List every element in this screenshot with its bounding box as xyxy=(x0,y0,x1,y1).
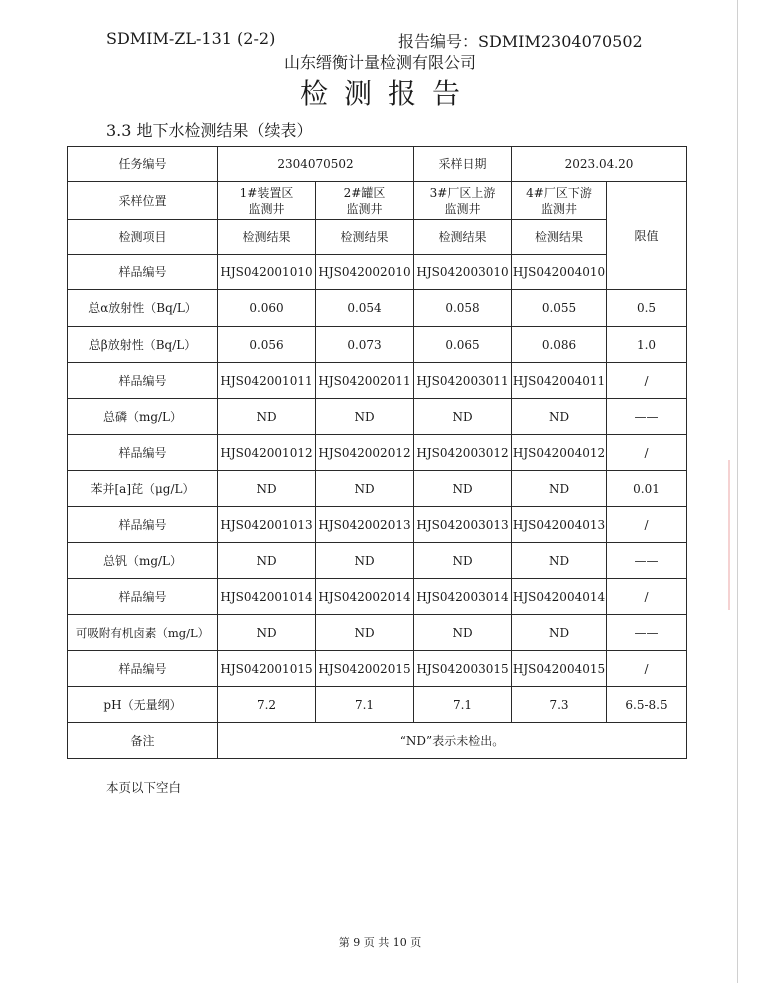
cell: ND xyxy=(512,615,607,651)
limit-cell: / xyxy=(607,435,687,471)
table-row xyxy=(68,255,687,290)
limit-cell: 0.5 xyxy=(607,290,687,327)
cell: HJS042002011 xyxy=(316,363,414,399)
row-label: 样品编号 xyxy=(68,255,218,290)
location-4: 4#厂区下游 监测井 xyxy=(512,182,607,220)
item-label: 检测项目 xyxy=(68,220,218,255)
table-row xyxy=(68,507,687,543)
table-row xyxy=(68,651,687,687)
location-label: 采样位置 xyxy=(68,182,218,220)
cell: HJS042001010 xyxy=(218,255,316,290)
form-code: SDMIM-ZL-131 (2-2) xyxy=(106,29,276,48)
cell: 0.054 xyxy=(316,290,414,327)
location-row xyxy=(68,182,687,220)
limit-cell: / xyxy=(607,363,687,399)
row-label: 总α放射性（Bq/L） xyxy=(68,290,218,327)
row-label: 可吸附有机卤素（mg/L） xyxy=(68,615,218,651)
cell: HJS042003013 xyxy=(414,507,512,543)
table-row xyxy=(68,615,687,651)
date-value: 2023.04.20 xyxy=(512,147,687,182)
cell: ND xyxy=(414,543,512,579)
cell: ND xyxy=(414,471,512,507)
limit-cell: / xyxy=(607,579,687,615)
limit-cell: 0.01 xyxy=(607,471,687,507)
limit-cell: —— xyxy=(607,399,687,435)
result-header: 检测结果 xyxy=(218,220,316,255)
row-label: 总钒（mg/L） xyxy=(68,543,218,579)
location-3: 3#厂区上游 监测井 xyxy=(414,182,512,220)
report-number: 报告编号：SDMIM2304070502 xyxy=(398,32,643,51)
task-row xyxy=(68,147,687,182)
limit-cell: —— xyxy=(607,615,687,651)
cell: ND xyxy=(316,399,414,435)
cell: ND xyxy=(218,615,316,651)
limit-cell: 6.5-8.5 xyxy=(607,687,687,723)
cell: HJS042002010 xyxy=(316,255,414,290)
cell: HJS042004012 xyxy=(512,435,607,471)
cell: ND xyxy=(512,543,607,579)
table-row xyxy=(68,399,687,435)
cell: ND xyxy=(512,399,607,435)
cell: ND xyxy=(414,399,512,435)
table-row xyxy=(68,435,687,471)
row-label: pH（无量纲） xyxy=(68,687,218,723)
cell: 7.1 xyxy=(414,687,512,723)
cell: ND xyxy=(218,399,316,435)
row-label: 总β放射性（Bq/L） xyxy=(68,327,218,363)
row-label: 样品编号 xyxy=(68,507,218,543)
location-1: 1#装置区 监测井 xyxy=(218,182,316,220)
cell: HJS042003015 xyxy=(414,651,512,687)
cell: 0.086 xyxy=(512,327,607,363)
result-header: 检测结果 xyxy=(512,220,607,255)
item-header-row xyxy=(68,220,687,255)
result-header: 检测结果 xyxy=(316,220,414,255)
limit-cell: 1.0 xyxy=(607,327,687,363)
row-label: 样品编号 xyxy=(68,651,218,687)
cell: ND xyxy=(316,543,414,579)
cell: HJS042004010 xyxy=(512,255,607,290)
cell: HJS042004011 xyxy=(512,363,607,399)
row-label: 样品编号 xyxy=(68,579,218,615)
results-table xyxy=(67,146,687,759)
location-2: 2#罐区 监测井 xyxy=(316,182,414,220)
cell: 0.055 xyxy=(512,290,607,327)
cell: 0.060 xyxy=(218,290,316,327)
limit-header: 限值 xyxy=(607,182,687,290)
limit-cell: / xyxy=(607,651,687,687)
cell: HJS042001014 xyxy=(218,579,316,615)
remark-row xyxy=(68,723,687,759)
cell: ND xyxy=(316,615,414,651)
row-label: 苯并[a]芘（μg/L） xyxy=(68,471,218,507)
table-row xyxy=(68,579,687,615)
cell: HJS042003012 xyxy=(414,435,512,471)
company-name: 山东缙衡计量检测有限公司 xyxy=(283,53,476,72)
cell: HJS042002015 xyxy=(316,651,414,687)
row-label: 样品编号 xyxy=(68,363,218,399)
seal-stamp-fragment xyxy=(728,460,752,610)
cell: ND xyxy=(218,543,316,579)
cell: HJS042004013 xyxy=(512,507,607,543)
row-label: 总磷（mg/L） xyxy=(68,399,218,435)
table-row xyxy=(68,290,687,327)
table-row xyxy=(68,471,687,507)
cell: HJS042004015 xyxy=(512,651,607,687)
cell: 7.1 xyxy=(316,687,414,723)
cell: 7.3 xyxy=(512,687,607,723)
cell: HJS042003011 xyxy=(414,363,512,399)
task-label: 任务编号 xyxy=(68,147,218,182)
cell: HJS042001015 xyxy=(218,651,316,687)
limit-cell: —— xyxy=(607,543,687,579)
cell: ND xyxy=(414,615,512,651)
cell: 0.056 xyxy=(218,327,316,363)
cell: HJS042002013 xyxy=(316,507,414,543)
limit-cell: / xyxy=(607,507,687,543)
cell: HJS042003014 xyxy=(414,579,512,615)
page-number: 第 9 页 共 10 页 xyxy=(338,936,422,949)
cell: HJS042002012 xyxy=(316,435,414,471)
task-value: 2304070502 xyxy=(218,147,414,182)
table-row xyxy=(68,687,687,723)
cell: 0.058 xyxy=(414,290,512,327)
cell: HJS042004014 xyxy=(512,579,607,615)
date-label: 采样日期 xyxy=(414,147,512,182)
table-row xyxy=(68,327,687,363)
cell: HJS042002014 xyxy=(316,579,414,615)
table-row xyxy=(68,363,687,399)
cell: HJS042001013 xyxy=(218,507,316,543)
cell: 0.073 xyxy=(316,327,414,363)
table-row xyxy=(68,543,687,579)
report-title: 检测报告 xyxy=(299,77,476,110)
section-title: 3.3 地下水检测结果（续表） xyxy=(106,121,313,140)
cell: HJS042003010 xyxy=(414,255,512,290)
remark-label: 备注 xyxy=(68,723,218,759)
blank-page-note: 本页以下空白 xyxy=(106,780,182,795)
cell: HJS042001011 xyxy=(218,363,316,399)
cell: 7.2 xyxy=(218,687,316,723)
remark-value: “ND”表示未检出。 xyxy=(218,723,687,759)
cell: 0.065 xyxy=(414,327,512,363)
result-header: 检测结果 xyxy=(414,220,512,255)
cell: ND xyxy=(218,471,316,507)
row-label: 样品编号 xyxy=(68,435,218,471)
cell: ND xyxy=(316,471,414,507)
cell: ND xyxy=(512,471,607,507)
cell: HJS042001012 xyxy=(218,435,316,471)
